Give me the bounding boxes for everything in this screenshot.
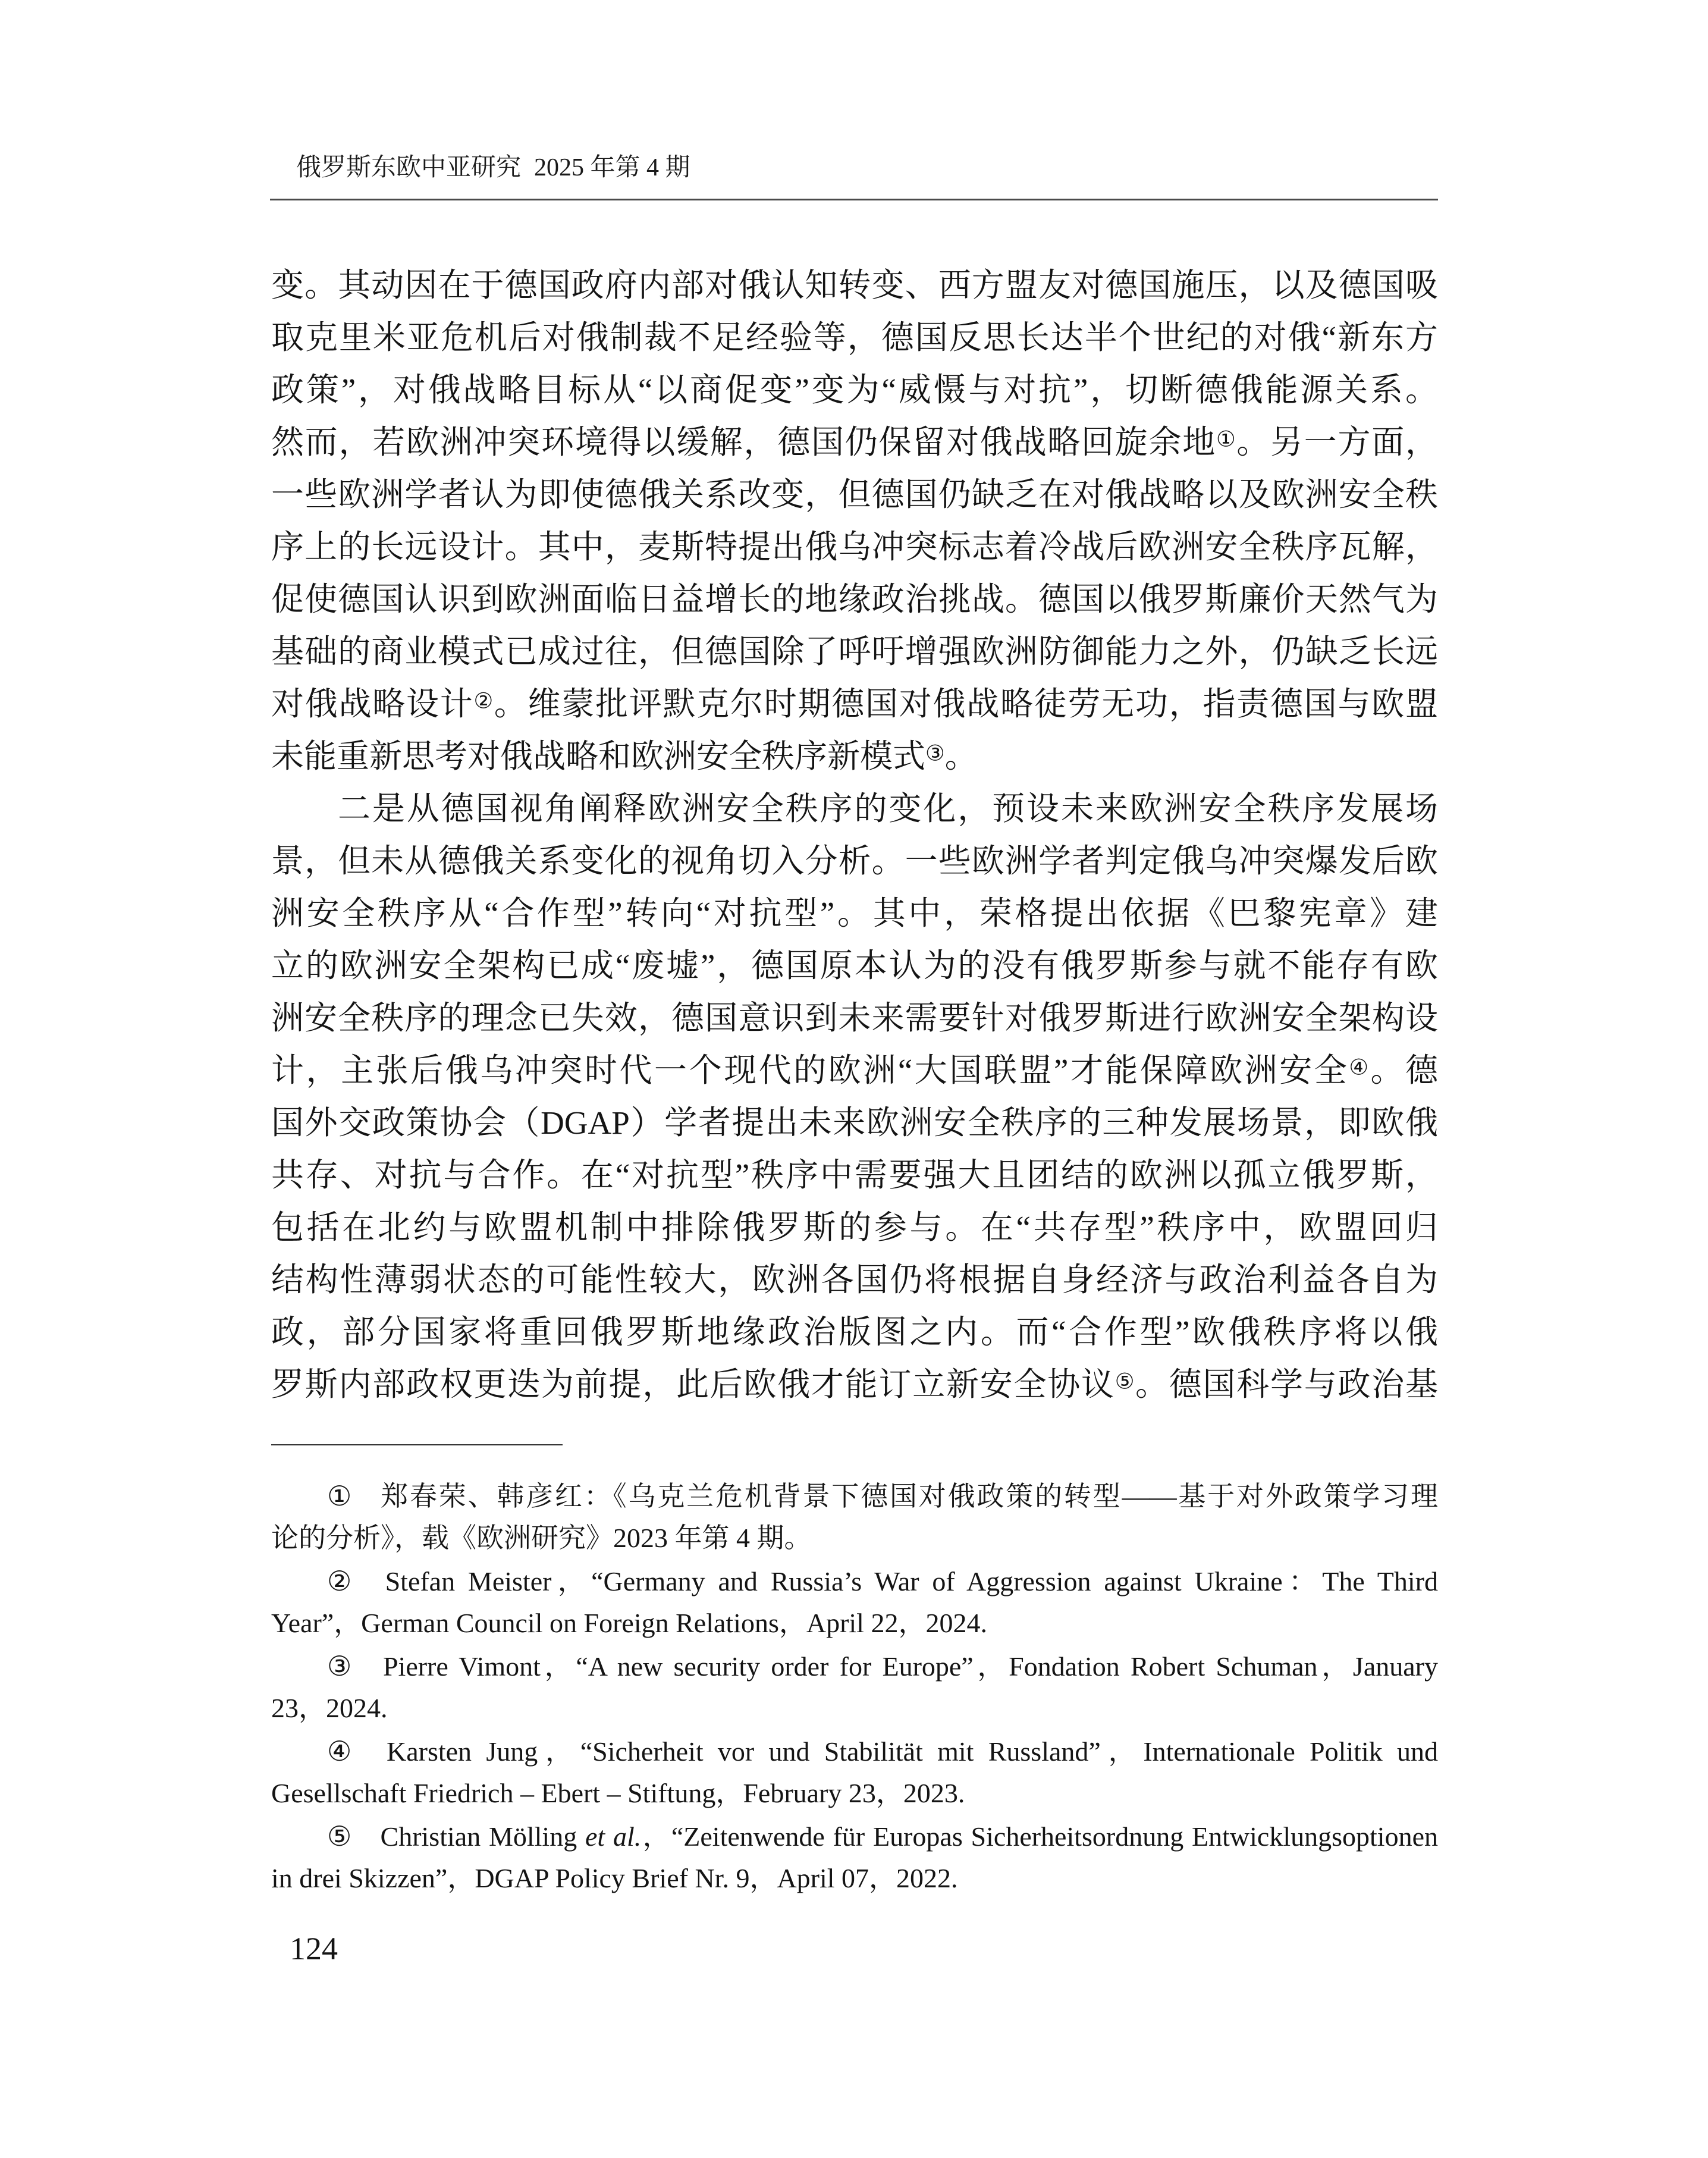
footnote-marker: ③ — [327, 1651, 356, 1682]
body-text-segment: 计，主张后俄乌冲突时代一个现代的欧洲“大国联盟”才能保障欧洲安全 — [271, 1052, 1349, 1089]
footnote-line — [271, 1731, 1438, 1773]
page-number: 124 — [290, 1931, 338, 1966]
issue-label: 2025 年第 4 期 — [534, 154, 690, 181]
body-line: 共存、对抗与合作。在“对抗型”秩序中需要强大且团结的欧洲以孤立俄罗斯， — [271, 1157, 1438, 1193]
body-line: 洲安全秩序从“合作型”转向“对抗型”。其中，荣格提出依据《巴黎宪章》建 — [271, 895, 1438, 931]
footnote-line: 论的分析》，载《欧洲研究》2023 年第 4 期。 — [271, 1523, 812, 1553]
body-line: 促使德国认识到欧洲面临日益增长的地缘政治挑战。德国以俄罗斯廉价天然气为 — [271, 581, 1438, 617]
footnote-ref-2: ② — [473, 689, 494, 713]
body-line — [271, 678, 1438, 730]
footnote-line — [271, 1561, 1438, 1602]
body-line: 立的欧洲安全架构已成“废墟”，德国原本认为的没有俄罗斯参与就不能存有欧 — [271, 948, 1438, 984]
body-line: 变。其动因在于德国政府内部对俄认知转变、西方盟友对德国施压，以及德国吸 — [271, 267, 1438, 303]
footnote-rule — [271, 1444, 563, 1445]
body-line — [271, 1045, 1438, 1097]
body-line — [271, 1359, 1438, 1411]
body-text-segment: 。 — [944, 738, 978, 774]
footnote-line — [271, 1646, 1438, 1687]
footnote-4 — [271, 1731, 1438, 1814]
footnotes — [271, 1476, 1438, 1901]
body-text-segment: 。德国科学与政治基 — [1135, 1366, 1438, 1403]
body-line: 二是从德国视角阐释欧洲安全秩序的变化，预设未来欧洲安全秩序发展场 — [338, 791, 1438, 827]
paragraph — [271, 259, 1438, 783]
body-text — [271, 259, 1438, 1411]
body-line: 一些欧洲学者认为即使德俄关系改变，但德国仍缺乏在对俄战略以及欧洲安全秩 — [271, 476, 1438, 513]
footnote-text: ，“Zeitenwende für Europas Sicherheitsordnung Entwicklungsoptionen — [641, 1821, 1438, 1852]
body-line — [271, 416, 1438, 469]
footnote-line — [271, 1816, 1438, 1858]
body-line: 包括在北约与欧盟机制中排除俄罗斯的参与。在“共存型”秩序中，欧盟回归 — [271, 1209, 1438, 1246]
footnote-marker: ⑤ — [327, 1821, 353, 1852]
paragraph — [271, 783, 1438, 1411]
body-text-segment: 。另一方面， — [1236, 424, 1438, 460]
body-text-segment: 对俄战略设计 — [271, 686, 474, 722]
footnote-3 — [271, 1646, 1438, 1729]
body-text-segment: 。维蒙批评默克尔时期德国对俄战略徒劳无功，指责德国与欧盟 — [494, 686, 1438, 722]
footnote-ref-1: ① — [1216, 427, 1237, 451]
footnote-line: Gesellschaft Friedrich – Ebert – Stiftung，February 23，2023. — [271, 1778, 965, 1808]
footnote-2 — [271, 1561, 1438, 1644]
footnote-line — [271, 1476, 1438, 1517]
header-rule — [270, 199, 1438, 200]
footnote-5 — [271, 1816, 1438, 1899]
footnote-text: 郑春荣、韩彦红：《乌克兰危机背景下德国对俄政策的转型——基于对外政策学习理 — [381, 1481, 1439, 1511]
footnote-1 — [271, 1476, 1438, 1559]
footnote-marker: ④ — [327, 1736, 359, 1767]
body-text-segment: 未能重新思考对俄战略和欧洲安全秩序新模式 — [271, 738, 926, 774]
footnote-ref-3: ③ — [925, 741, 945, 766]
body-line: 政策”，对俄战略目标从“以商促变”变为“威慑与对抗”，切断德俄能源关系。 — [271, 372, 1438, 408]
body-line: 景，但未从德俄关系变化的视角切入分析。一些欧洲学者判定俄乌冲突爆发后欧 — [271, 843, 1438, 879]
footnote-line: in drei Skizzen”，DGAP Policy Brief Nr. 9，April 07，2022. — [271, 1863, 958, 1893]
footnote-text: Pierre Vimont，“A new security order for Europe”，Fondation Robert Schuman，January — [382, 1651, 1438, 1682]
body-line: 结构性薄弱状态的可能性较大，欧洲各国仍将根据自身经济与政治利益各自为 — [271, 1262, 1438, 1298]
footnote-line: Year”，German Council on Foreign Relations，April 22，2024. — [271, 1608, 987, 1638]
body-line: 政，部分国家将重回俄罗斯地缘政治版图之内。而“合作型”欧俄秩序将以俄 — [271, 1314, 1438, 1350]
body-line: 序上的长远设计。其中，麦斯特提出俄乌冲突标志着冷战后欧洲安全秩序瓦解， — [271, 529, 1438, 565]
body-text-segment: 然而，若欧洲冲突环境得以缓解，德国仍保留对俄战略回旋余地 — [271, 424, 1216, 460]
footnote-ref-5: ⑤ — [1114, 1369, 1135, 1394]
body-line: 洲安全秩序的理念已失效，德国意识到未来需要针对俄罗斯进行欧洲安全架构设 — [271, 1000, 1438, 1036]
body-line: 取克里米亚危机后对俄制裁不足经验等，德国反思长达半个世纪的对俄“新东方 — [271, 319, 1438, 356]
footnote-marker: ② — [327, 1566, 358, 1596]
running-header — [296, 153, 690, 182]
body-text-segment: 。德 — [1370, 1052, 1438, 1089]
footnote-ref-4: ④ — [1349, 1055, 1371, 1080]
footnote-text-italic: et al. — [585, 1821, 642, 1852]
footnote-line: 23，2024. — [271, 1693, 388, 1723]
body-line — [271, 730, 1438, 783]
body-line: 国外交政策协会（DGAP）学者提出未来欧洲安全秩序的三种发展场景，即欧俄 — [271, 1105, 1438, 1141]
journal-title: 俄罗斯东欧中亚研究 — [296, 154, 522, 181]
footnote-text: Stefan Meister，“Germany and Russia’s War of Aggression against Ukraine：The Third — [385, 1566, 1438, 1596]
footnote-text: Karsten Jung，“Sicherheit vor und Stabilität mit Russland”，Internationale Politik und — [387, 1736, 1438, 1767]
body-line: 基础的商业模式已成过往，但德国除了呼吁增强欧洲防御能力之外，仍缺乏长远 — [271, 633, 1438, 670]
body-text-segment: 罗斯内部政权更迭为前提，此后欧俄才能订立新安全协议 — [271, 1366, 1115, 1403]
footnote-text: Christian Mölling — [380, 1821, 586, 1852]
footnote-marker: ① — [327, 1481, 354, 1511]
